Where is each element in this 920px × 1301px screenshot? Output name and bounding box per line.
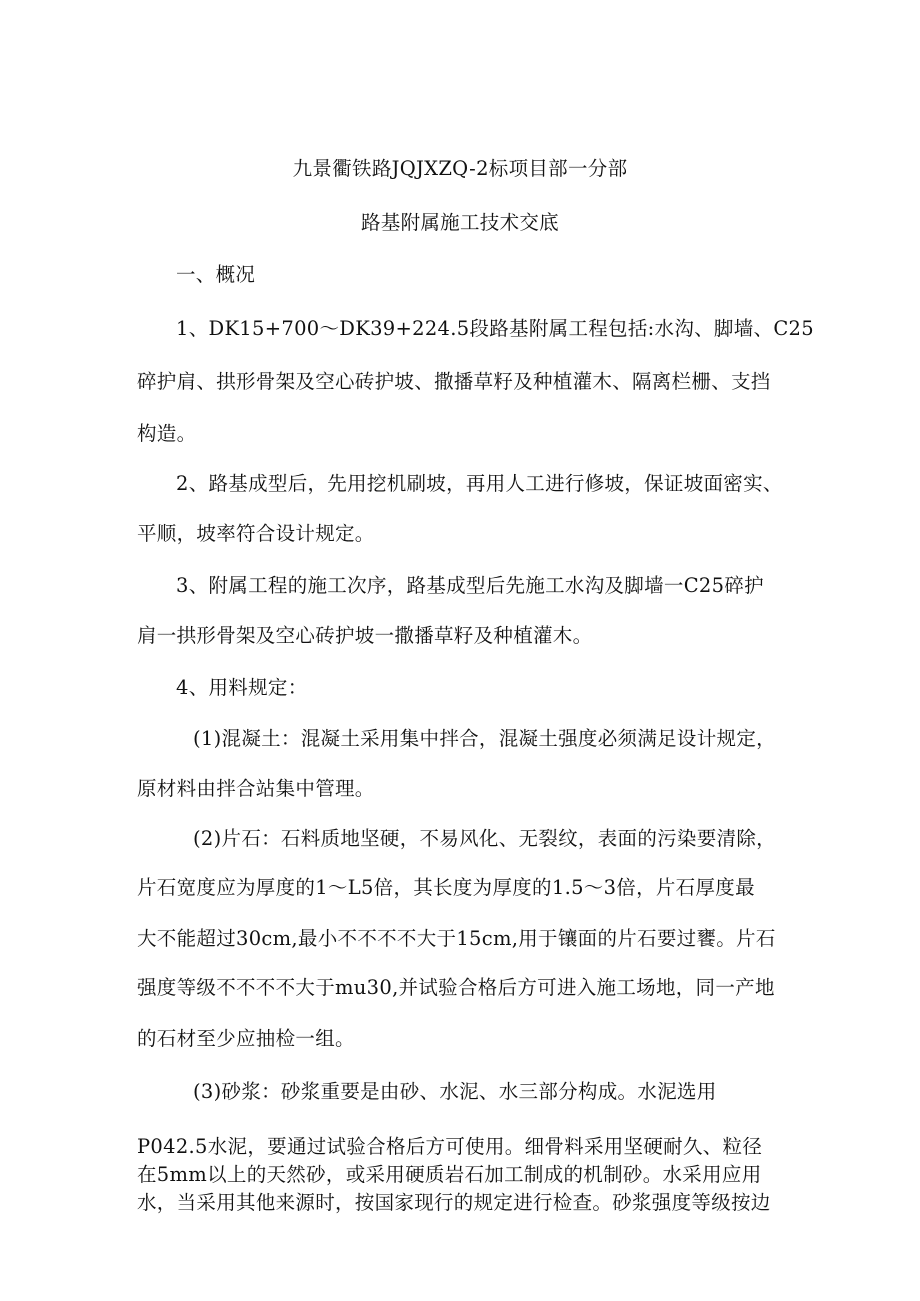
paragraph-line: 构造。 bbox=[137, 422, 197, 445]
paragraph-line: 在5mm以上的天然砂，或采用硬质岩石加工制成的机制砂。水采用应用 bbox=[137, 1163, 762, 1186]
section-heading-overview: 一、概况 bbox=[176, 263, 256, 286]
paragraph-line: 片石宽度应为厚度的1～L5倍，其长度为厚度的1.5～3倍，片石厚度最 bbox=[137, 876, 755, 899]
paragraph-line: 肩一拱形骨架及空心砖护坡一撒播草籽及种植灌木。 bbox=[137, 624, 593, 647]
paragraph-line: 的石材至少应抽检一组。 bbox=[137, 1027, 355, 1050]
document-title: 九景衢铁路JQJXZQ-2标项目部一分部 bbox=[292, 157, 628, 180]
paragraph-line: 原材料由拌合站集中管理。 bbox=[137, 777, 375, 800]
paragraph-line: (1)混凝土：混凝土采用集中拌合，混凝土强度必须满足设计规定， bbox=[193, 727, 776, 750]
materials-heading: 4、用料规定： bbox=[176, 676, 308, 699]
paragraph-line: 2、路基成型后，先用挖机刷坡，再用人工进行修坡，保证坡面密实、 bbox=[176, 472, 783, 495]
paragraph-line: (3)砂浆：砂浆重要是由砂、水泥、水三部分构成。水泥选用 bbox=[193, 1080, 717, 1103]
paragraph-line: 强度等级不不不不大于mu30,并试验合格后方可进入施工场地，同一产地 bbox=[137, 976, 775, 999]
paragraph-line: 水，当采用其他来源时，按国家现行的规定进行检查。砂浆强度等级按边 bbox=[137, 1191, 771, 1214]
paragraph-line: 3、附属工程的施工次序，路基成型后先施工水沟及脚墙一C25碎护 bbox=[176, 574, 764, 597]
paragraph-line: 1、DK15+700～DK39+224.5段路基附属工程包括:水沟、脚墙、C25 bbox=[176, 317, 814, 340]
paragraph-line: 碎护肩、拱形骨架及空心砖护坡、撒播草籽及种植灌木、隔离栏栅、支挡 bbox=[137, 370, 771, 393]
paragraph-line: 平顺，坡率符合设计规定。 bbox=[137, 522, 375, 545]
paragraph-line: P042.5水泥，要通过试验合格后方可使用。细骨料采用坚硬耐久、粒径 bbox=[137, 1135, 763, 1158]
paragraph-line: 大不能超过30cm,最小不不不不大于15cm,用于镶面的片石要过饔。片石 bbox=[137, 927, 776, 950]
document-subtitle: 路基附属施工技术交底 bbox=[360, 211, 559, 234]
paragraph-line: (2)片石：石料质地坚硬，不易风化、无裂纹，表面的污染要清除， bbox=[193, 827, 776, 850]
